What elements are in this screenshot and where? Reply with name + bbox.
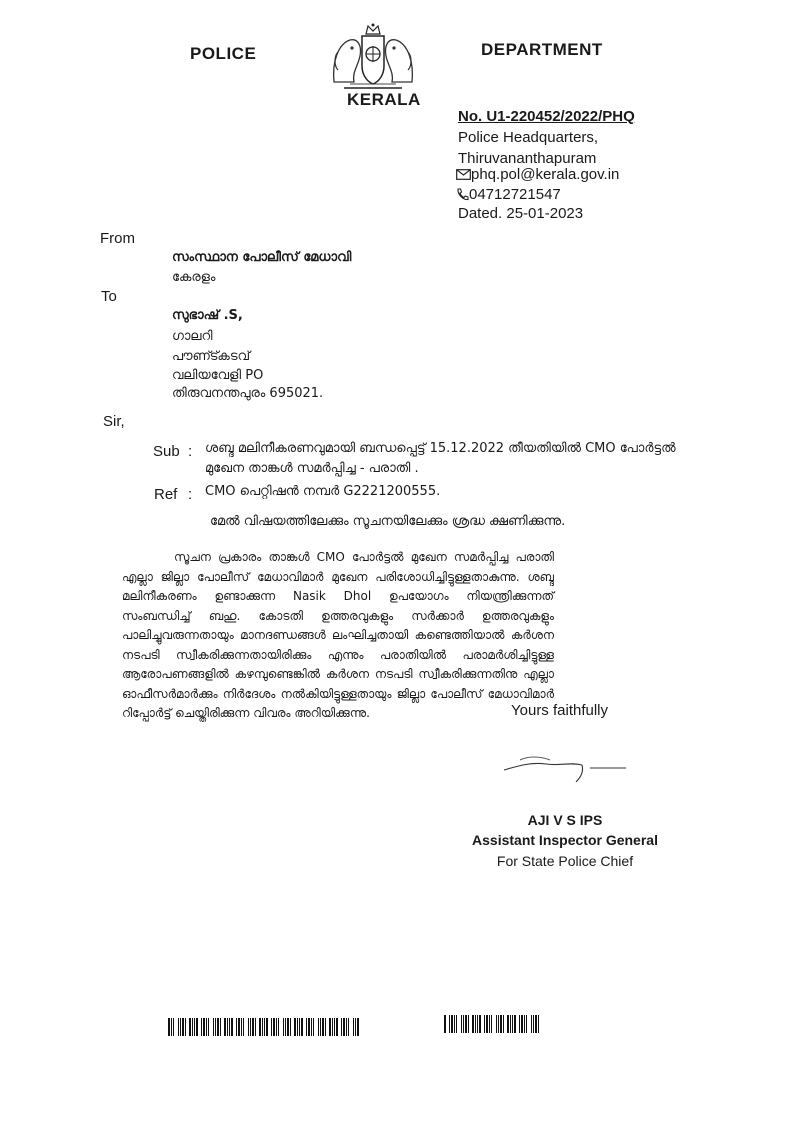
body-paragraph: സൂചന പ്രകാരം താങ്കൾ CMO പോർട്ടൽ മുഖേന സമർപ്പിച്ച പരാതി എല്ലാ ജില്ലാ പോലീസ് മേധാവിമാർ മുഖേന പരിശോധിച്ചിട്ടുള്ളതാകുന്നു. ശബ്ദ മലിനീകരണം ഉണ്ടാക്കുന്ന Nasik Dhol ഉപയോഗം നിയന്ത്രിക്കുന്നത് സംബന്ധിച്ച് ബഹു. കോടതി ഉത്തരവുകളും സർക്കാർ ഉത്തരവുകളും പാലിച്ചുവരുന്നതായും മാനദണ്ഡങ്ങൾ ലംഘിച്ചതായി കണ്ടെത്തിയാൽ കർശന നടപടി സ്വീകരിക്കുന്നതായിരിക്കും എന്നും പരാതിയിൽ പരാമർശിച്ചിട്ടുള്ള ആരോപണങ്ങളിൽ കഴമ്പുണ്ടെങ്കിൽ കർശന നടപടി സ്വീകരിക്കുന്നതിനു എല്ലാ ഓഫീസർമാർക്കും നിർദേശം നൽകിയിട്ടുള്ളതായും ജില്ലാ പോലീസ് മേധാവിമാർ റിപ്പോർട്ട് ചെയ്തിരിക്കുന്ന വിവരം അറിയിക്കുന്നു. bbox=[122, 550, 554, 720]
barcode-bar bbox=[278, 1018, 279, 1036]
to-line-1: സുഭാഷ് .S, bbox=[172, 308, 243, 323]
barcode-bar bbox=[533, 1015, 534, 1033]
from-line-1: സംസ്ഥാന പോലീസ് മേധാവി bbox=[172, 250, 352, 265]
ref-label: Ref bbox=[154, 486, 178, 503]
barcode-bar bbox=[264, 1018, 265, 1036]
ref-text: CMO പെറ്റിഷൻ നമ്പർ G2221200555. bbox=[205, 484, 441, 499]
barcode-bar bbox=[227, 1018, 228, 1036]
barcode-bar bbox=[236, 1018, 237, 1036]
to-line-4: വലിയവേളി PO bbox=[172, 368, 264, 383]
barcode-bar bbox=[451, 1015, 453, 1033]
barcode-bar bbox=[262, 1018, 263, 1036]
attention-line: മേൽ വിഷയത്തിലേക്കും സൂചനയിലേക്കും ശ്രദ്ധ ക്ഷണിക്കുന്നു. bbox=[210, 514, 566, 529]
email-row bbox=[456, 164, 619, 185]
barcode-bar bbox=[220, 1018, 221, 1036]
barcode-bar bbox=[489, 1015, 490, 1033]
barcode-bar bbox=[336, 1018, 338, 1036]
barcode-bar bbox=[538, 1015, 539, 1033]
barcode-bar bbox=[178, 1018, 179, 1036]
barcode-bar bbox=[311, 1018, 312, 1036]
barcode-bar bbox=[463, 1015, 464, 1033]
barcode-bar bbox=[507, 1015, 509, 1033]
barcode-bar bbox=[313, 1018, 314, 1036]
barcode-bar bbox=[238, 1018, 240, 1036]
barcode-bar bbox=[320, 1018, 321, 1036]
barcode-bar bbox=[173, 1018, 174, 1036]
barcode-bar bbox=[491, 1015, 492, 1033]
barcode-bar bbox=[526, 1015, 527, 1033]
barcode-bar bbox=[484, 1015, 485, 1033]
letterhead-state: KERALA bbox=[347, 90, 421, 109]
barcode-bar bbox=[343, 1018, 345, 1036]
barcode-bar bbox=[503, 1015, 504, 1033]
letterhead-right: DEPARTMENT bbox=[481, 40, 603, 59]
barcode-bar bbox=[299, 1018, 300, 1036]
barcode-bar bbox=[353, 1018, 354, 1036]
barcode-bar bbox=[308, 1018, 310, 1036]
reference-number: No. U1-220452/2022/PHQ bbox=[458, 108, 635, 125]
barcode-bar bbox=[468, 1015, 469, 1033]
barcode-bar bbox=[535, 1015, 537, 1033]
to-line-3: പൗണ്ട്കടവ് bbox=[172, 349, 251, 364]
barcode-bar bbox=[512, 1015, 513, 1033]
signatory-block bbox=[460, 810, 670, 872]
office-name: Police Headquarters, bbox=[458, 129, 599, 146]
subject-line-2: മുഖേന താങ്കൾ സമർപ്പിച്ച - പരാതി . bbox=[205, 461, 419, 476]
barcode-bar bbox=[208, 1018, 209, 1036]
barcode-bar bbox=[241, 1018, 242, 1036]
barcode-bar bbox=[500, 1015, 502, 1033]
barcode-bar bbox=[301, 1018, 303, 1036]
barcode-bar bbox=[325, 1018, 326, 1036]
barcode-right bbox=[444, 1015, 540, 1033]
from-label: From bbox=[100, 230, 135, 247]
barcode-bar bbox=[196, 1018, 198, 1036]
barcode-bar bbox=[215, 1018, 216, 1036]
phone-number: 04712721547 bbox=[469, 186, 561, 203]
mail-icon bbox=[456, 169, 471, 180]
ref-colon: : bbox=[188, 486, 193, 503]
barcode-bar bbox=[224, 1018, 226, 1036]
barcode-bar bbox=[306, 1018, 307, 1036]
barcode-left bbox=[168, 1018, 360, 1036]
barcode-bar bbox=[182, 1018, 184, 1036]
barcode-bar bbox=[285, 1018, 286, 1036]
barcode-bar bbox=[449, 1015, 450, 1033]
subject-line-1: ശബ്ദ മലിനീകരണവുമായി ബന്ധപ്പെട്ട് 15.12.2022 തീയതിയിൽ CMO പോർട്ടൽ bbox=[205, 441, 676, 456]
from-line-2: കേരളം bbox=[172, 270, 216, 285]
barcode-bar bbox=[287, 1018, 289, 1036]
barcode-bar bbox=[465, 1015, 467, 1033]
barcode-bar bbox=[444, 1015, 446, 1033]
barcode-bar bbox=[255, 1018, 256, 1036]
barcode-bar bbox=[521, 1015, 523, 1033]
email-address: phq.pol@kerala.gov.in bbox=[471, 166, 620, 183]
barcode-bar bbox=[332, 1018, 333, 1036]
barcode-bar bbox=[346, 1018, 347, 1036]
barcode-bar bbox=[519, 1015, 520, 1033]
barcode-bar bbox=[514, 1015, 516, 1033]
barcode-bar bbox=[217, 1018, 219, 1036]
barcode-bar bbox=[486, 1015, 488, 1033]
barcode-bar bbox=[248, 1018, 249, 1036]
barcode-bar bbox=[456, 1015, 457, 1033]
barcode-bar bbox=[294, 1018, 296, 1036]
subject-label: Sub bbox=[153, 443, 180, 460]
barcode-bar bbox=[271, 1018, 272, 1036]
barcode-bar bbox=[273, 1018, 275, 1036]
to-line-5: തിരുവനന്തപുരം 695021. bbox=[172, 386, 324, 401]
barcode-bar bbox=[283, 1018, 284, 1036]
signatory-for: For State Police Chief bbox=[496, 853, 634, 869]
signature-icon bbox=[500, 748, 630, 788]
barcode-bar bbox=[348, 1018, 349, 1036]
barcode-bar bbox=[454, 1015, 455, 1033]
barcode-bar bbox=[334, 1018, 335, 1036]
barcode-bar bbox=[171, 1018, 172, 1036]
barcode-bar bbox=[510, 1015, 511, 1033]
barcode-bar bbox=[318, 1018, 319, 1036]
barcode-bar bbox=[180, 1018, 181, 1036]
barcode-bar bbox=[329, 1018, 331, 1036]
barcode-bar bbox=[243, 1018, 244, 1036]
barcode-bar bbox=[213, 1018, 214, 1036]
barcode-bar bbox=[276, 1018, 277, 1036]
barcode-bar bbox=[290, 1018, 291, 1036]
barcode-bar bbox=[498, 1015, 499, 1033]
phone-icon bbox=[456, 188, 469, 201]
subject-colon: : bbox=[188, 443, 193, 460]
phone-row bbox=[456, 184, 561, 205]
barcode-bar bbox=[475, 1015, 476, 1033]
barcode-bar bbox=[461, 1015, 462, 1033]
barcode-bar bbox=[322, 1018, 324, 1036]
barcode-bar bbox=[266, 1018, 268, 1036]
barcode-bar bbox=[524, 1015, 525, 1033]
barcode-bar bbox=[168, 1018, 170, 1036]
barcode-bar bbox=[192, 1018, 193, 1036]
signatory-name: AJI V S IPS bbox=[527, 812, 603, 828]
barcode-bar bbox=[259, 1018, 261, 1036]
barcode-bar bbox=[189, 1018, 191, 1036]
barcode-bar bbox=[194, 1018, 195, 1036]
barcode-bar bbox=[531, 1015, 532, 1033]
closing: Yours faithfully bbox=[511, 702, 609, 719]
barcode-bar bbox=[355, 1018, 356, 1036]
barcode-bar bbox=[252, 1018, 254, 1036]
signatory-title: Assistant Inspector General bbox=[472, 832, 658, 848]
letterhead-left: POLICE bbox=[190, 44, 257, 63]
barcode-bar bbox=[496, 1015, 497, 1033]
barcode-bar bbox=[477, 1015, 478, 1033]
barcode-bar bbox=[203, 1018, 205, 1036]
barcode-bar bbox=[250, 1018, 251, 1036]
salutation: Sir, bbox=[103, 413, 125, 430]
barcode-bar bbox=[479, 1015, 481, 1033]
barcode-bar bbox=[201, 1018, 202, 1036]
state-emblem-icon bbox=[330, 22, 416, 94]
barcode-bar bbox=[297, 1018, 298, 1036]
barcode-bar bbox=[341, 1018, 342, 1036]
barcode-bar bbox=[206, 1018, 207, 1036]
barcode-bar bbox=[472, 1015, 474, 1033]
barcode-bar bbox=[229, 1018, 230, 1036]
to-line-2: ഗാലറി bbox=[172, 329, 213, 344]
letter-date: Dated. 25-01-2023 bbox=[458, 205, 584, 222]
to-label: To bbox=[101, 288, 117, 305]
office-city: Thiruvananthapuram bbox=[458, 150, 597, 167]
barcode-bar bbox=[185, 1018, 186, 1036]
barcode-bar bbox=[357, 1018, 359, 1036]
barcode-bar bbox=[231, 1018, 233, 1036]
